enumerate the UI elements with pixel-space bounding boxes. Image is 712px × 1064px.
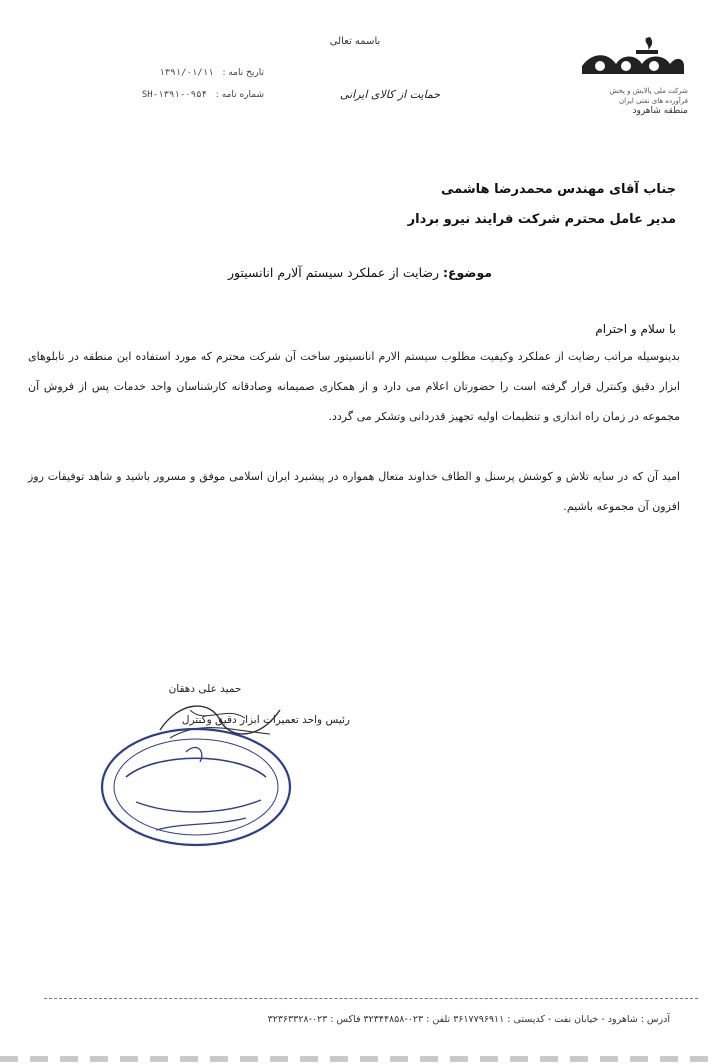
invocation: باسمه تعالی — [329, 36, 381, 47]
date-value: ۱۳۹۱/۰۱/۱۱ — [159, 68, 214, 78]
recipient-title: مدیر عامل محترم شرکت فرایند نیرو بردار — [407, 212, 676, 227]
body-paragraph-1: بدینوسیله مراتب رضایت از عملکرد وکیفیت مطلوب سیستم الارم انانسیتور ساخت آن شرکت محترم که مورد استفاده این منطقه در تابلوهای ابزار دقیق وکنترل قرار گرفته است را حضورتان اعلام می دارد و از همکاری صمیمانه وصادقانه کارشناسان واحد خدمات پس از فروش آن مجموعه در زمان راه اندازی و تنظیمات اولیه تجهیز قدردانی وتشکر می گردد. — [28, 350, 680, 423]
slogan: حمایت از کالای ایرانی — [339, 88, 441, 101]
number-value: SH-۱۳۹۱-۰۹۵۴ — [141, 90, 207, 100]
official-stamp-icon — [96, 722, 296, 852]
subject-text: رضایت از عملکرد سیستم آلارم انانسیتور — [227, 265, 440, 280]
date-label: تاریخ نامه : — [222, 68, 264, 78]
number-row — [84, 84, 264, 106]
company-region: منطقه شاهرود — [632, 106, 688, 116]
body-paragraph-2: امید آن که در سایه تلاش و کوشش پرسنل و الطاف خداوند متعال همواره در پیشبرد ایران اسلامی موفق و مسرور باشید و شاهد توفیقات روز افزون آن مجموعه باشیم. — [28, 470, 680, 513]
nioc-emblem-icon — [578, 34, 688, 82]
company-logo — [578, 34, 688, 116]
recipient-name: جناب آقای مهندس محمدرضا هاشمی — [441, 182, 676, 197]
number-label: شماره نامه : — [215, 90, 264, 100]
official-stamp — [96, 722, 296, 856]
subject-label: موضوع: — [443, 265, 493, 280]
subject-line — [160, 265, 560, 280]
footer-divider — [44, 998, 698, 999]
company-line-1: شرکت ملی پالایش و پخش — [609, 87, 688, 95]
company-line-2: فرآورده های نفتی ایران — [619, 97, 688, 105]
signer-name: حمید علی دهقان — [168, 683, 242, 695]
signer-title: رئیس واحد تعمیرات ابزار دقیق وکنترل — [181, 714, 350, 726]
date-row — [84, 62, 264, 84]
greeting: با سلام و احترام — [595, 322, 676, 336]
letter-meta — [84, 62, 264, 106]
page-edge — [0, 1056, 712, 1062]
footer-address: آدرس : شاهرود - خیابان نفت - کدپستی : ۳۶۱۷۷۹۶۹۱۱ تلفن : ۰۲۳-۳۲۳۴۴۸۵۸ فاکس : ۰۲۳-۳۲۳۶۳۳۲۸ — [267, 1014, 670, 1025]
